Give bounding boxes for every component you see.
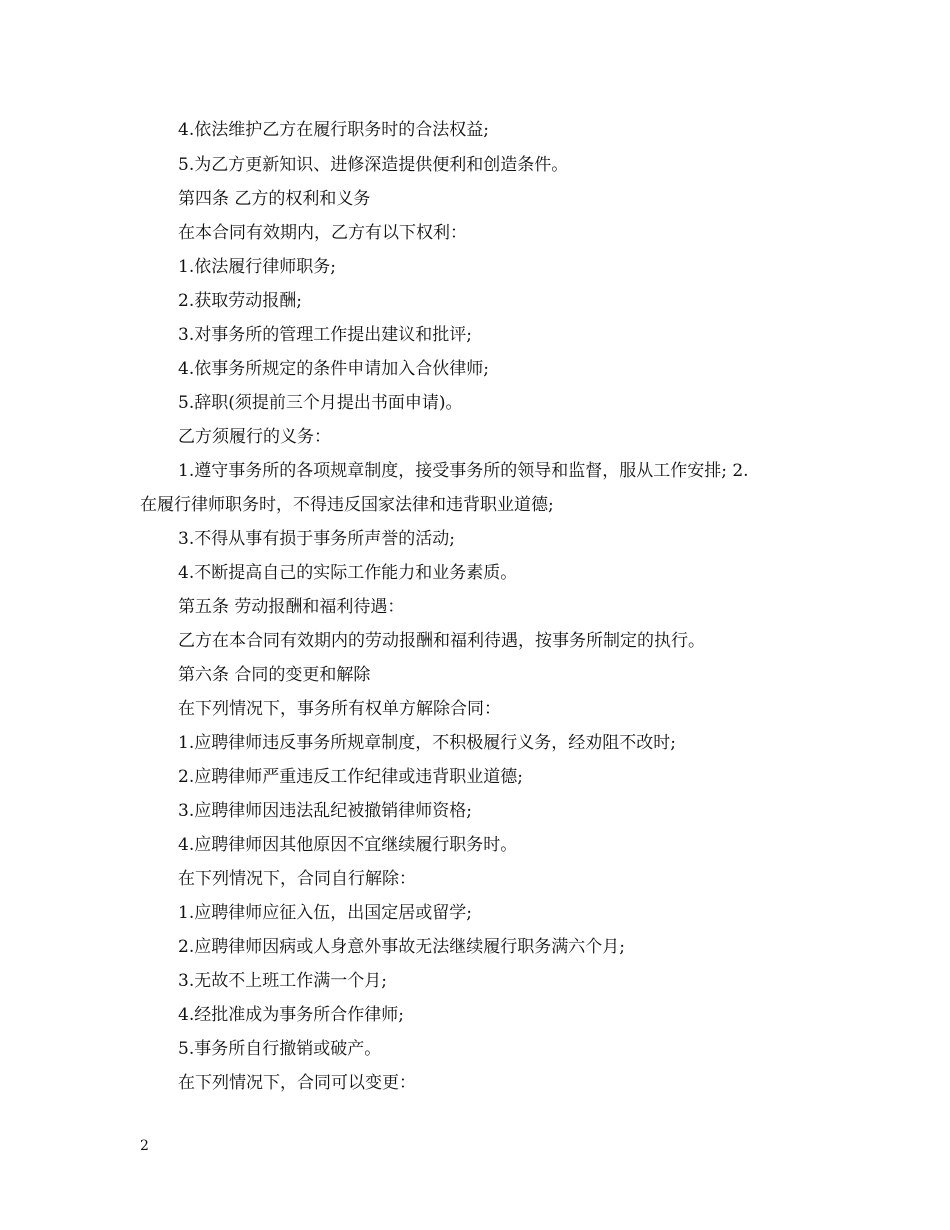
text-line: 在本合同有效期内，乙方有以下权利： xyxy=(178,223,467,243)
text-line: 4.依法维护乙方在履行职务时的合法权益; xyxy=(178,120,489,140)
list-item: 3.应聘律师因违法乱纪被撤销律师资格; xyxy=(178,801,472,821)
text-line: 乙方在本合同有效期内的劳动报酬和福利待遇，按事务所制定的执行。 xyxy=(178,631,705,651)
list-item: 4.不断提高自己的实际工作能力和业务素质。 xyxy=(178,563,518,583)
list-item: 5.辞职(须提前三个月提出书面申请)。 xyxy=(178,393,463,413)
text-line: 在下列情况下，合同可以变更： xyxy=(178,1073,416,1093)
list-item: 1.依法履行律师职务; xyxy=(178,257,336,277)
list-item: 3.无故不上班工作满一个月; xyxy=(178,971,387,991)
list-item: 3.不得从事有损于事务所声誉的活动; xyxy=(178,529,455,549)
list-item: 5.事务所自行撤销或破产。 xyxy=(178,1039,382,1059)
page-number: 2 xyxy=(140,1138,149,1154)
list-item: 3.对事务所的管理工作提出建议和批评; xyxy=(178,325,472,345)
list-item: 2.获取劳动报酬; xyxy=(178,291,302,311)
text-line: 5.为乙方更新知识、进修深造提供便利和创造条件。 xyxy=(178,155,569,175)
text-line: 乙方须履行的义务： xyxy=(178,427,331,447)
text-line-continuation: 在履行律师职务时，不得违反国家法律和违背职业道德; xyxy=(140,495,554,515)
list-item: 4.经批准成为事务所合作律师; xyxy=(178,1005,404,1025)
section-heading: 第四条 乙方的权利和义务 xyxy=(178,189,371,209)
section-heading: 第五条 劳动报酬和福利待遇： xyxy=(178,597,405,617)
list-item: 1.应聘律师违反事务所规章制度，不积极履行义务，经劝阻不改时; xyxy=(178,733,676,753)
list-item: 4.依事务所规定的条件申请加入合伙律师; xyxy=(178,359,489,379)
section-heading: 第六条 合同的变更和解除 xyxy=(178,665,371,685)
text-line: 在下列情况下，事务所有权单方解除合同： xyxy=(178,699,501,719)
list-item: 2.应聘律师因病或人身意外事故无法继续履行职务满六个月; xyxy=(178,937,625,957)
text-line: 在下列情况下，合同自行解除： xyxy=(178,869,416,889)
list-item: 4.应聘律师因其他原因不宜继续履行职务时。 xyxy=(178,835,518,855)
list-item: 2.应聘律师严重违反工作纪律或违背职业道德; xyxy=(178,767,523,787)
list-item: 1.应聘律师应征入伍，出国定居或留学; xyxy=(178,903,472,923)
list-item: 1.遵守事务所的各项规章制度，接受事务所的领导和监督，服从工作安排; 2. xyxy=(178,461,749,481)
